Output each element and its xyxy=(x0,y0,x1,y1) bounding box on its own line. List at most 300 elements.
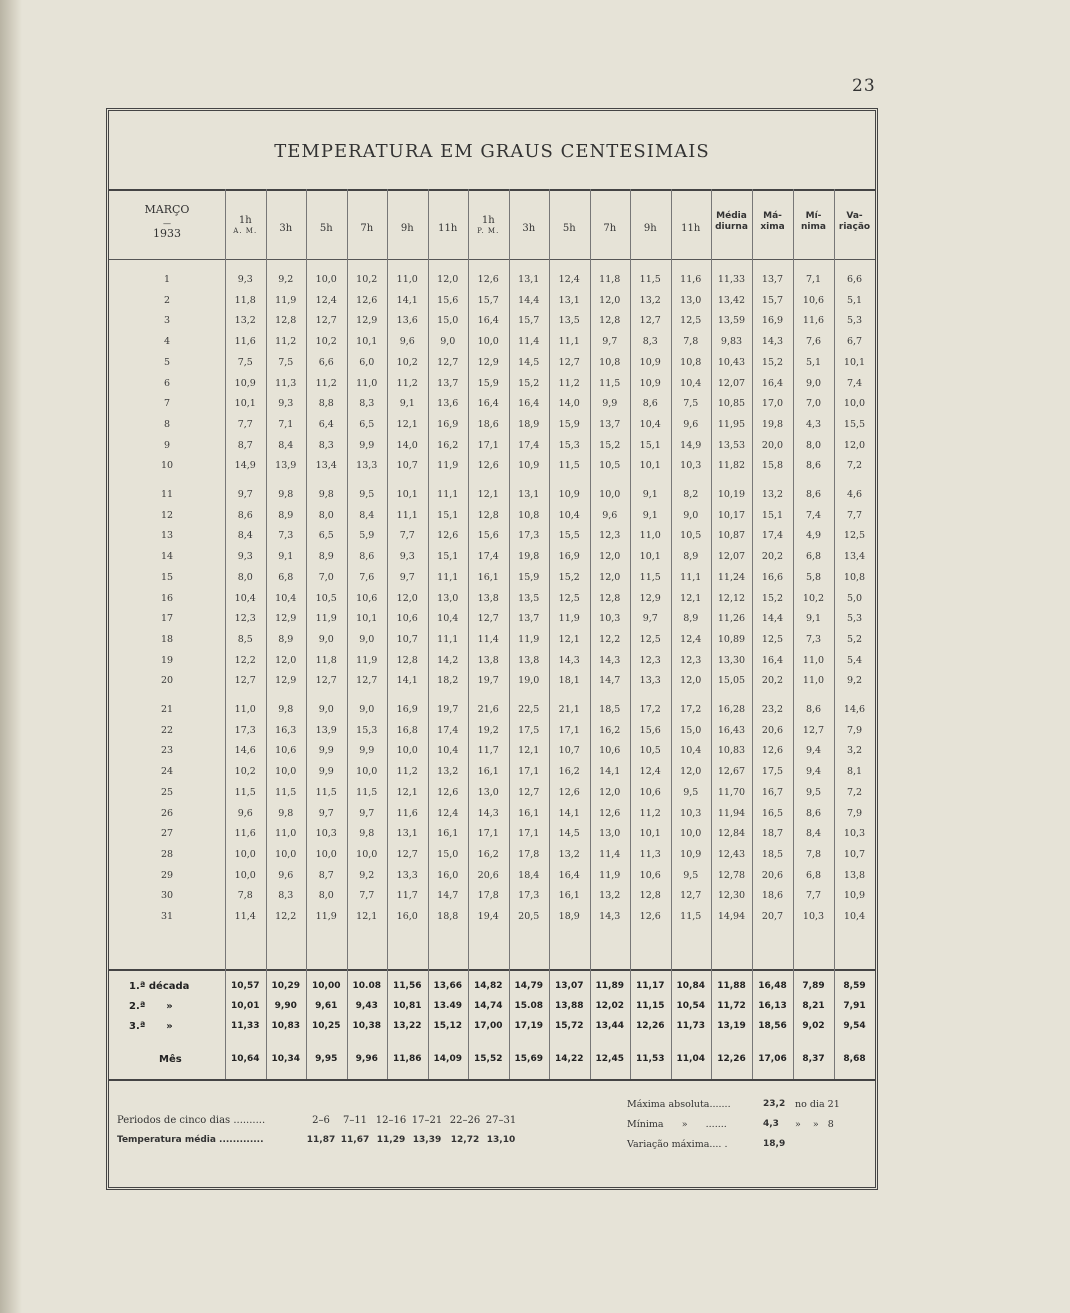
table-cell: 10,4 xyxy=(275,592,297,604)
table-cell: 9,0 xyxy=(805,377,822,389)
table-cell: 11,1 xyxy=(680,571,702,583)
table-cell: 11,6 xyxy=(234,336,256,348)
table-cell: 7,6 xyxy=(805,336,822,348)
period-range: 17–21 xyxy=(411,1115,443,1126)
table-cell: 7,8 xyxy=(237,890,253,902)
table-cell: 10,2 xyxy=(356,274,378,285)
table-cell: 11,5 xyxy=(639,571,661,583)
day-number: 9 xyxy=(163,439,171,451)
table-cell: 11,6 xyxy=(396,807,418,819)
table-cell: 10,85 xyxy=(717,398,746,410)
table-cell: 17,4 xyxy=(518,439,540,451)
table-cell: 16,6 xyxy=(761,571,784,583)
table-cell: 7,3 xyxy=(805,633,822,645)
table-cell: 12,5 xyxy=(558,592,580,604)
table-cell: 12,1 xyxy=(477,489,499,500)
stat-header-line: nima xyxy=(801,222,826,232)
table-cell: 9,6 xyxy=(399,336,415,348)
table-cell: 14,6 xyxy=(234,745,256,757)
table-cell: 6,0 xyxy=(359,356,375,368)
table-cell: 17,1 xyxy=(477,828,499,840)
table-cell: 12,3 xyxy=(680,654,702,666)
summary-cell: 11,33 xyxy=(231,1021,260,1031)
table-cell: 10,7 xyxy=(396,460,418,472)
table-cell: 16,2 xyxy=(437,439,459,451)
table-cell: 20,7 xyxy=(761,911,784,922)
table-cell: 10,2 xyxy=(802,592,825,604)
table-cell: 12,0 xyxy=(599,294,621,306)
table-cell: 15,2 xyxy=(558,571,580,583)
table-cell: 13,1 xyxy=(518,274,540,285)
summary-cell: 8,59 xyxy=(843,981,866,991)
table-cell: 11,26 xyxy=(717,613,746,625)
summary-cell: 17,19 xyxy=(514,1021,543,1031)
table-cell: 6,6 xyxy=(846,274,863,285)
stat-header-line: diurna xyxy=(715,222,748,232)
table-cell: 18,8 xyxy=(437,911,459,922)
table-cell: 16,1 xyxy=(518,807,540,819)
table-cell: 18,5 xyxy=(761,848,784,860)
table-cell: 9,1 xyxy=(805,613,822,625)
table-cell: 10,17 xyxy=(717,509,746,521)
summary-cell: 16,13 xyxy=(758,1001,787,1011)
hour-header xyxy=(671,223,712,234)
table-cell: 5,0 xyxy=(846,592,863,604)
table-cell: 17,1 xyxy=(477,439,499,451)
summary-top-rule xyxy=(109,969,875,971)
table-cell: 12,6 xyxy=(639,911,661,922)
table-cell: 12,2 xyxy=(234,654,256,666)
stat-header xyxy=(834,211,875,233)
day-number: 29 xyxy=(160,869,174,881)
extreme-label: Mínima » ....... xyxy=(627,1119,727,1130)
table-cell: 11,2 xyxy=(396,377,418,389)
table-cell: 11,82 xyxy=(717,460,746,472)
table-cell: 15,6 xyxy=(639,724,661,736)
day-number: 13 xyxy=(160,530,174,542)
table-cell: 12,0 xyxy=(599,571,621,583)
table-cell: 13,5 xyxy=(518,592,540,604)
table-cell: 15,2 xyxy=(761,592,784,604)
table-cell: 13,2 xyxy=(234,315,256,327)
table-cell: 11,8 xyxy=(315,654,337,666)
summary-cell: 14,22 xyxy=(555,1054,584,1064)
table-cell: 8,9 xyxy=(318,551,334,563)
table-cell: 23,2 xyxy=(761,704,784,715)
summary-cell: 9,61 xyxy=(315,1001,338,1011)
summary-cell: 10,38 xyxy=(352,1021,381,1031)
hour-header-label: 7h xyxy=(603,223,617,234)
table-cell: 7,4 xyxy=(846,377,863,389)
table-cell: 20,6 xyxy=(761,724,784,736)
day-number: 27 xyxy=(160,828,174,840)
table-cell: 10,4 xyxy=(234,592,256,604)
table-cell: 10,1 xyxy=(639,460,661,472)
table-cell: 13,30 xyxy=(717,654,746,666)
table-cell: 12,30 xyxy=(717,890,746,902)
table-cell: 16,1 xyxy=(558,890,580,902)
table-cell: 5,4 xyxy=(846,654,863,666)
table-cell: 10,3 xyxy=(680,460,702,472)
table-cell: 13,5 xyxy=(558,315,580,327)
table-cell: 8,9 xyxy=(683,551,699,563)
table-cell: 9,2 xyxy=(278,274,294,285)
table-cell: 17,1 xyxy=(518,766,540,778)
table-cell: 10,0 xyxy=(599,489,621,500)
table-cell: 11,4 xyxy=(518,336,540,348)
table-cell: 14,9 xyxy=(680,439,702,451)
table-cell: 12,7 xyxy=(396,848,418,860)
table-cell: 11,0 xyxy=(275,828,297,840)
summary-cell: 11,56 xyxy=(393,981,422,991)
summary-cell: 11,72 xyxy=(717,1001,746,1011)
summary-cell: 10,34 xyxy=(271,1054,300,1064)
table-cell: 10,3 xyxy=(599,613,621,625)
table-cell: 13,6 xyxy=(396,315,418,327)
table-cell: 11,6 xyxy=(802,315,825,327)
table-cell: 10,1 xyxy=(639,828,661,840)
summary-label: Mês xyxy=(159,1054,182,1065)
stat-header-line: riação xyxy=(838,222,871,232)
table-cell: 14,1 xyxy=(396,294,418,306)
table-cell: 14,4 xyxy=(518,294,540,306)
table-cell: 9,0 xyxy=(359,633,375,645)
summary-cell: 7,89 xyxy=(802,981,825,991)
table-cell: 9,3 xyxy=(237,274,253,285)
table-cell: 10,1 xyxy=(234,398,256,410)
table-cell: 12,5 xyxy=(843,530,866,542)
day-number: 28 xyxy=(160,848,174,860)
table-cell: 11,2 xyxy=(558,377,580,389)
table-cell: 12,2 xyxy=(599,633,621,645)
table-cell: 11,3 xyxy=(275,377,297,389)
summary-cell: 8,21 xyxy=(802,1001,825,1011)
table-cell: 16,4 xyxy=(477,315,499,327)
day-number: 11 xyxy=(160,489,174,500)
table-cell: 11,0 xyxy=(234,704,256,715)
table-cell: 14,0 xyxy=(558,398,580,410)
summary-cell: 13,88 xyxy=(555,1001,584,1011)
table-cell: 13,2 xyxy=(437,766,459,778)
table-cell: 9,8 xyxy=(278,489,294,500)
table-cell: 8,9 xyxy=(278,633,294,645)
day-number: 18 xyxy=(160,633,174,645)
summary-cell: 13,66 xyxy=(433,981,462,991)
table-cell: 10,0 xyxy=(275,848,297,860)
table-cell: 19,4 xyxy=(477,911,499,922)
hour-header-label: 7h xyxy=(360,223,374,234)
table-cell: 12,3 xyxy=(599,530,621,542)
extreme-value: 4,3 xyxy=(763,1119,779,1129)
table-cell: 12,1 xyxy=(518,745,540,757)
summary-cell: 15,12 xyxy=(433,1021,462,1031)
table-cell: 9,2 xyxy=(846,675,863,687)
period-range: 12–16 xyxy=(375,1115,407,1126)
table-cell: 7,0 xyxy=(318,571,334,583)
table-cell: 12,7 xyxy=(802,724,825,736)
hour-header-label: 1h xyxy=(238,215,252,226)
table-cell: 11,9 xyxy=(356,654,378,666)
table-cell: 12,4 xyxy=(639,766,661,778)
table-cell: 12,4 xyxy=(315,294,337,306)
table-cell: 10,7 xyxy=(396,633,418,645)
stat-header-line: Mí- xyxy=(805,211,822,221)
table-cell: 7,9 xyxy=(846,724,863,736)
table-cell: 12,6 xyxy=(437,530,459,542)
table-cell: 12,9 xyxy=(639,592,661,604)
table-cell: 11,9 xyxy=(437,460,459,472)
summary-cell: 13,07 xyxy=(555,981,584,991)
month-label: MARÇO xyxy=(144,203,190,216)
table-cell: 16,7 xyxy=(761,786,784,798)
table-cell: 13,53 xyxy=(717,439,746,451)
table-cell: 13,2 xyxy=(599,890,621,902)
table-cell: 15,1 xyxy=(761,509,784,521)
table-cell: 10,1 xyxy=(843,356,866,368)
table-cell: 6,8 xyxy=(805,551,822,563)
day-number: 21 xyxy=(160,704,174,715)
table-cell: 11,7 xyxy=(396,890,418,902)
table-cell: 10,0 xyxy=(843,398,866,410)
table-cell: 9,5 xyxy=(805,786,822,798)
day-number: 6 xyxy=(163,377,171,389)
hour-header xyxy=(387,223,428,234)
summary-label: 1.ª década xyxy=(129,981,190,992)
table-cell: 7,7 xyxy=(805,890,822,902)
table-cell: 14,9 xyxy=(234,460,256,472)
header-bottom-rule xyxy=(109,259,875,260)
summary-cell: 14,79 xyxy=(514,981,543,991)
table-cell: 14,3 xyxy=(761,336,784,348)
table-cell: 6,5 xyxy=(359,418,375,430)
table-cell: 18,7 xyxy=(761,828,784,840)
summary-cell: 15,52 xyxy=(474,1054,503,1064)
summary-cell: 10,29 xyxy=(271,981,300,991)
table-cell: 3,2 xyxy=(846,745,863,757)
table-cell: 12,3 xyxy=(639,654,661,666)
table-cell: 16,1 xyxy=(477,571,499,583)
table-cell: 5,2 xyxy=(846,633,863,645)
stat-header-line: Va- xyxy=(846,211,863,221)
table-cell: 13,3 xyxy=(396,869,418,881)
table-cell: 15,9 xyxy=(558,418,580,430)
table-cell: 20,2 xyxy=(761,551,784,563)
summary-cell: 11,89 xyxy=(595,981,624,991)
table-cell: 12,8 xyxy=(477,509,499,521)
table-cell: 15,7 xyxy=(518,315,540,327)
table-cell: 15,2 xyxy=(761,356,784,368)
table-cell: 10,8 xyxy=(599,356,621,368)
table-cell: 10,0 xyxy=(680,828,702,840)
table-cell: 11,5 xyxy=(234,786,256,798)
table-cell: 10,19 xyxy=(717,489,746,500)
stat-header-line: Média xyxy=(716,211,747,221)
table-cell: 19,0 xyxy=(518,675,540,687)
hour-header xyxy=(549,223,590,234)
table-cell: 9,1 xyxy=(642,509,658,521)
table-cell: 12,1 xyxy=(356,911,378,922)
table-cell: 10,1 xyxy=(356,613,378,625)
day-number: 19 xyxy=(160,654,174,666)
table-cell: 10,4 xyxy=(843,911,866,922)
table-cell: 11,5 xyxy=(558,460,580,472)
table-cell: 12,0 xyxy=(396,592,418,604)
table-cell: 9,9 xyxy=(359,745,375,757)
hour-header-label: 5h xyxy=(319,223,333,234)
summary-cell: 9,95 xyxy=(315,1054,338,1064)
table-cell: 14,5 xyxy=(518,356,540,368)
table-cell: 10,0 xyxy=(234,869,256,881)
table-cell: 11,7 xyxy=(477,745,499,757)
table-cell: 16,4 xyxy=(518,398,540,410)
table-cell: 19,7 xyxy=(437,704,459,715)
table-cell: 21,6 xyxy=(477,704,499,715)
table-cell: 12,9 xyxy=(356,315,378,327)
summary-cell: 12,45 xyxy=(595,1054,624,1064)
table-cell: 8,6 xyxy=(805,704,822,715)
day-number: 3 xyxy=(163,315,171,327)
table-cell: 16,9 xyxy=(558,551,580,563)
summary-cell: 10,81 xyxy=(393,1001,422,1011)
period-temp: 11,87 xyxy=(306,1135,336,1145)
summary-cell: 8,68 xyxy=(843,1054,866,1064)
table-cell: 9,6 xyxy=(602,509,618,521)
table-cell: 7,7 xyxy=(399,530,415,542)
table-cell: 9,8 xyxy=(359,828,375,840)
period-temp: 11,29 xyxy=(376,1135,406,1145)
table-cell: 10,3 xyxy=(680,807,702,819)
table-cell: 6,8 xyxy=(278,571,294,583)
day-number: 8 xyxy=(163,418,171,430)
table-cell: 9,5 xyxy=(359,489,375,500)
summary-cell: 17,00 xyxy=(474,1021,503,1031)
extreme-suffix: » » 8 xyxy=(795,1119,834,1130)
hour-header-label: 11h xyxy=(438,223,458,234)
table-cell: 7,5 xyxy=(237,356,253,368)
table-cell: 16,2 xyxy=(477,848,499,860)
table-cell: 12,9 xyxy=(477,356,499,368)
table-cell: 18,2 xyxy=(437,675,459,687)
table-cell: 13,4 xyxy=(843,551,866,563)
hour-header-label: 3h xyxy=(522,223,536,234)
table-cell: 10,2 xyxy=(234,766,256,778)
period-range: 22–26 xyxy=(449,1115,481,1126)
summary-cell: 14,09 xyxy=(433,1054,462,1064)
table-cell: 11,2 xyxy=(315,377,337,389)
table-cell: 17,4 xyxy=(437,724,459,736)
table-cell: 8,6 xyxy=(642,398,658,410)
table-cell: 7,7 xyxy=(359,890,375,902)
table-cell: 17,2 xyxy=(680,704,702,715)
extreme-value: 23,2 xyxy=(763,1099,786,1109)
table-cell: 18,4 xyxy=(518,869,540,881)
table-cell: 10,6 xyxy=(396,613,418,625)
day-number: 10 xyxy=(160,460,174,472)
table-cell: 16,28 xyxy=(717,704,746,715)
table-cell: 9,7 xyxy=(399,571,415,583)
table-cell: 4,6 xyxy=(846,489,863,500)
table-cell: 10,0 xyxy=(315,274,337,285)
table-cell: 9,9 xyxy=(318,745,334,757)
table-cell: 14,0 xyxy=(396,439,418,451)
table-cell: 9,7 xyxy=(642,613,658,625)
table-cell: 12,7 xyxy=(315,675,337,687)
table-cell: 9,4 xyxy=(805,766,822,778)
table-cell: 10,2 xyxy=(315,336,337,348)
table-cell: 7,1 xyxy=(805,274,822,285)
table-cell: 9,7 xyxy=(237,489,253,500)
table-cell: 12,7 xyxy=(234,675,256,687)
table-cell: 9,3 xyxy=(278,398,294,410)
table-cell: 11,6 xyxy=(680,274,702,285)
table-cell: 12,6 xyxy=(761,745,784,757)
table-cell: 16,2 xyxy=(599,724,621,736)
table-cell: 10,6 xyxy=(802,294,825,306)
summary-cell: 13.49 xyxy=(433,1001,462,1011)
table-cell: 11,9 xyxy=(599,869,621,881)
table-cell: 13,8 xyxy=(843,869,866,881)
table-cell: 7,4 xyxy=(805,509,822,521)
summary-label: 2.ª » xyxy=(129,1001,173,1012)
table-cell: 15,9 xyxy=(477,377,499,389)
table-cell: 10,3 xyxy=(315,828,337,840)
table-cell: 14,3 xyxy=(599,911,621,922)
summary-cell: 9,43 xyxy=(355,1001,378,1011)
table-cell: 10,0 xyxy=(356,848,378,860)
table-cell: 9,0 xyxy=(318,704,334,715)
table-cell: 10,5 xyxy=(639,745,661,757)
table-cell: 12,0 xyxy=(437,274,459,285)
table-cell: 10,4 xyxy=(680,745,702,757)
hour-header-label: 9h xyxy=(400,223,414,234)
table-cell: 12,6 xyxy=(437,786,459,798)
table-cell: 7,8 xyxy=(683,336,699,348)
table-cell: 12,7 xyxy=(558,356,580,368)
summary-cell: 14,74 xyxy=(474,1001,503,1011)
table-cell: 12,1 xyxy=(396,786,418,798)
table-cell: 12,84 xyxy=(717,828,746,840)
table-cell: 10,9 xyxy=(558,489,580,500)
table-cell: 8,1 xyxy=(846,766,863,778)
table-cell: 11,1 xyxy=(396,509,418,521)
table-cell: 7,1 xyxy=(278,418,294,430)
table-cell: 12,9 xyxy=(275,613,297,625)
table-cell: 16,1 xyxy=(437,828,459,840)
table-cell: 9,1 xyxy=(399,398,415,410)
table-cell: 12,4 xyxy=(437,807,459,819)
table-cell: 7,6 xyxy=(359,571,375,583)
table-cell: 9,5 xyxy=(683,786,699,798)
table-cell: 13,0 xyxy=(680,294,702,306)
table-cell: 9,8 xyxy=(278,807,294,819)
table-cell: 10,9 xyxy=(639,356,661,368)
table-cell: 11,9 xyxy=(315,613,337,625)
summary-cell: 13,44 xyxy=(595,1021,624,1031)
table-cell: 8,0 xyxy=(237,571,253,583)
table-cell: 14,1 xyxy=(599,766,621,778)
table-cell: 9,6 xyxy=(683,418,699,430)
period-temp: 12,72 xyxy=(450,1135,480,1145)
hour-header xyxy=(630,223,671,234)
table-cell: 19,7 xyxy=(477,675,499,687)
table-cell: 14,7 xyxy=(599,675,621,687)
table-cell: 8,7 xyxy=(237,439,253,451)
table-cell: 11,9 xyxy=(558,613,580,625)
hour-header xyxy=(306,223,347,234)
table-cell: 11,95 xyxy=(717,418,746,430)
table-cell: 10,6 xyxy=(639,869,661,881)
table-cell: 11,8 xyxy=(599,274,621,285)
